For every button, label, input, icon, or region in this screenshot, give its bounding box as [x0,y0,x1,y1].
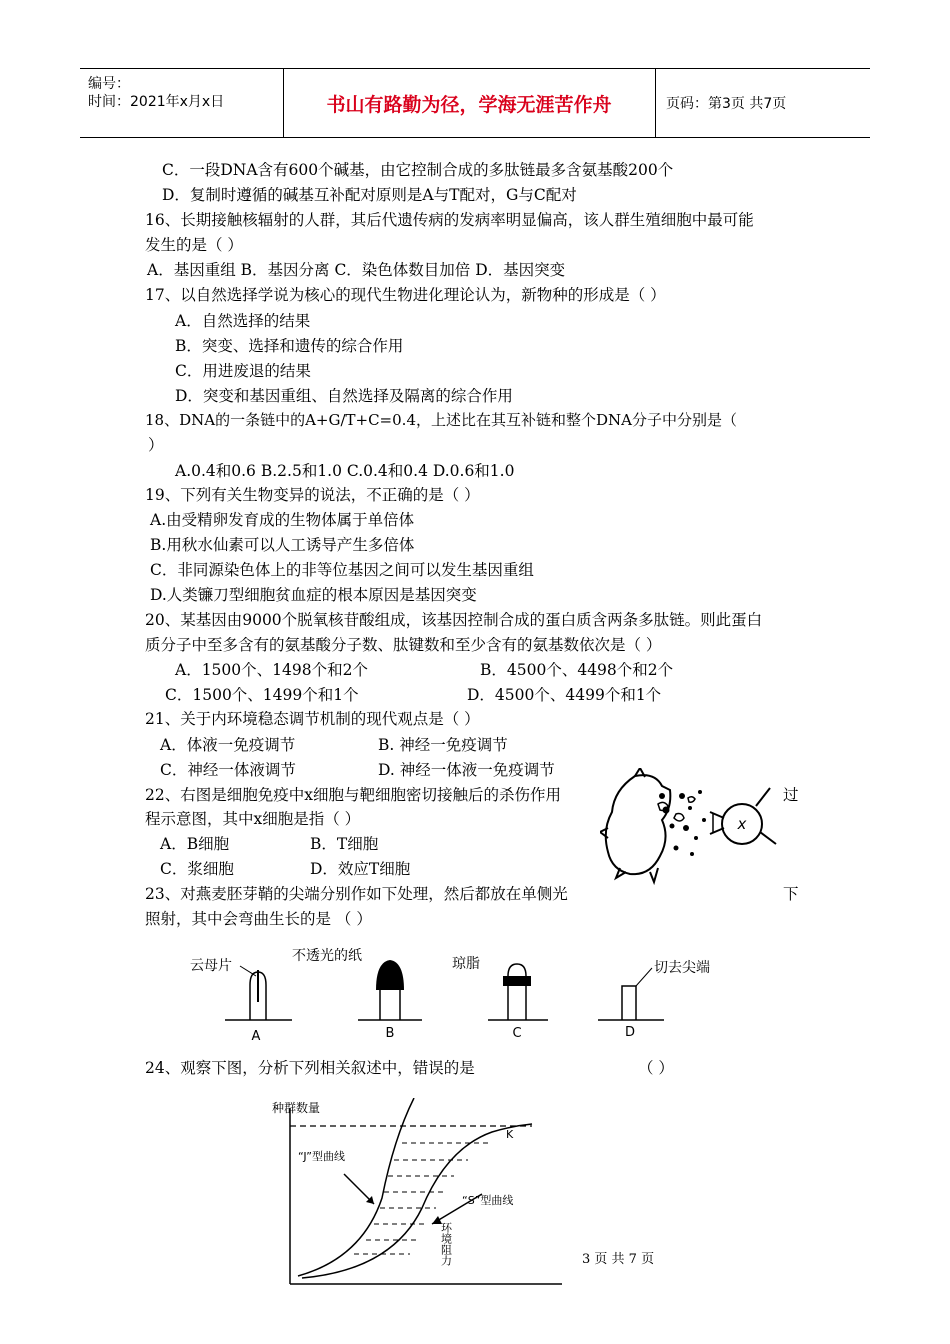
question-16-cont: 发生的是（ ） [145,236,243,254]
page-label: 页码：第3页 共7页 [666,96,787,112]
cut-tip-label: 切去尖端 [654,960,710,976]
option-d-label: D [624,1025,636,1040]
question-18-cont: ） [148,436,164,454]
option-15c: C．一段DNA含有600个碱基，由它控制合成的多肽链最多含氨基酸200个 [162,161,674,179]
option-c-label: C [512,1026,522,1041]
coleoptile-b [380,990,400,1020]
option-21a: A．体液一免疫调节 [160,736,296,754]
x-cell-label: x [737,815,747,833]
cell-immunity-figure [600,768,790,886]
code-label: 编号： [88,76,130,92]
question-24: 24、观察下图，分析下列相关叙述中，错误的是 [145,1059,475,1077]
options-16: A．基因重组 B．基因分离 C．染色体数目加倍 D．基因突变 [147,261,566,279]
option-19b: B.用秋水仙素可以人工诱导产生多倍体 [150,536,415,554]
page-header [80,68,870,138]
options-18: A.0.4和0.6 B.2.5和1.0 C.0.4和0.4 D.0.6和1.0 [175,462,515,480]
option-15d: D．复制时遵循的碱基互补配对原则是A与T配对，G与C配对 [162,186,577,204]
x-cell [710,788,776,844]
y-axis-label: 种群数量 [272,1101,321,1115]
option-17c: C．用进废退的结果 [175,362,311,380]
option-21c: C．神经一体液调节 [160,761,296,779]
option-19d: D.人类镰刀型细胞贫血症的根本原因是基因突变 [150,586,477,604]
header-page-cell [656,69,870,137]
option-22a: A．B细胞 [160,835,230,853]
question-23: 23、对燕麦胚芽鞘的尖端分别作如下处理，然后都放在单侧光 [145,885,568,903]
opaque-paper-cap [376,960,404,990]
option-20a: A．1500个、1498个和2个 [175,661,368,679]
header-meta [80,69,284,137]
option-a-label: A [251,1029,261,1044]
option-17b: B．突变、选择和遗传的综合作用 [175,337,404,355]
opaque-paper-label: 不透光的纸 [292,948,362,964]
j-curve-label: “J”型曲线 [298,1150,345,1163]
mica-label: 云母片 [190,958,232,974]
coleoptile-figure [170,940,740,1045]
option-20b: B．4500个、4498个和2个 [480,661,674,679]
option-22c: C．浆细胞 [160,860,234,878]
option-17d: D．突变和基因重组、自然选择及隔离的综合作用 [175,387,513,405]
question-23-tail: 下 [783,885,799,903]
question-21: 21、关于内环境稳态调节机制的现代观点是（ ） [145,710,480,728]
option-b-label: B [385,1026,395,1041]
population-growth-figure [262,1098,578,1296]
footer-page-number: 3 页 共 7 页 [582,1252,655,1267]
question-17: 17、以自然选择学说为核心的现代生物进化理论认为，新物种的形成是（ ） [145,286,666,304]
option-17a: A．自然选择的结果 [175,312,311,330]
question-23-cont: 照射，其中会弯曲生长的是 （ ） [145,910,372,928]
option-22b: B．T细胞 [310,835,379,853]
question-24-paren: （ ） [638,1059,674,1077]
option-21b: B. 神经一免疫调节 [378,736,508,754]
k-label: K [506,1128,514,1141]
option-20c: C．1500个、1499个和1个 [165,686,359,704]
option-19a: A.由受精卵发育成的生物体属于单倍体 [150,511,415,529]
option-19c: C．非同源染色体上的非等位基因之间可以发生基因重组 [150,561,534,579]
option-22d: D．效应T细胞 [310,860,411,878]
date-label: 时间：2021年x月x日 [88,94,225,110]
question-18: 18、DNA的一条链中的A+G/T+C=0.4，上述比在其互补链和整个DNA分子中分别是（ [145,411,737,429]
question-22: 22、右图是细胞免疫中x细胞与靶细胞密切接触后的杀伤作用 [145,786,561,804]
question-19: 19、下列有关生物变异的说法，不正确的是（ ） [145,486,480,504]
motto: 书山有路勤为径，学海无涯苦作舟 [326,93,612,116]
target-cell-outline [606,775,671,874]
agar-label: 琼脂 [452,956,480,972]
coleoptile-d [622,986,636,1020]
question-22-tail: 过 [783,786,799,804]
question-20: 20、某基因由9000个脱氧核苷酸组成，该基因控制合成的蛋白质含两条多肽链。则此蛋白 [145,611,763,629]
s-curve-label: “S”型曲线 [462,1194,514,1207]
option-20d: D．4500个、4499个和1个 [467,686,662,704]
question-22-cont: 程示意图，其中x细胞是指（ ） [145,810,361,828]
header-motto-cell [283,69,656,137]
environmental-resistance-label: 环境阻力 [439,1222,453,1266]
agar-block [503,976,531,986]
option-21d: D. 神经一体液一免疫调节 [378,761,555,779]
question-20-cont: 质分子中至多含有的氨基酸分子数、肽键数和至少含有的氨基数依次是（ ） [145,636,662,654]
cell-fragments [659,790,706,856]
question-16: 16、长期接触核辐射的人群，其后代遗传病的发病率明显偏高，该人群生殖细胞中最可能 [145,211,754,229]
coleoptile-c-tip [508,964,526,976]
